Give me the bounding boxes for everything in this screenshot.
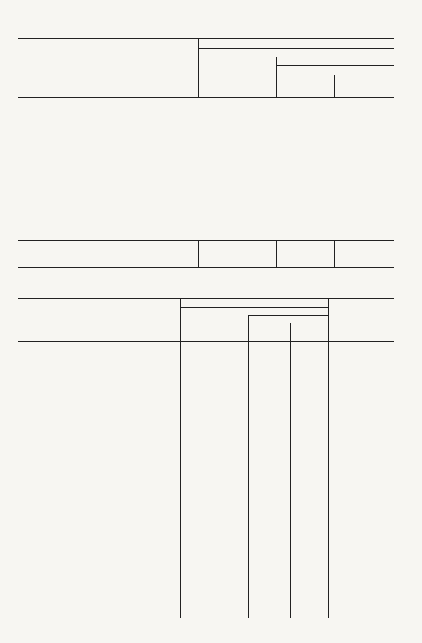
derived-table-header: [18, 298, 394, 342]
derived-table-body: [18, 340, 394, 618]
supplementary-units-box: [18, 240, 394, 268]
units-table-header: [18, 38, 394, 98]
